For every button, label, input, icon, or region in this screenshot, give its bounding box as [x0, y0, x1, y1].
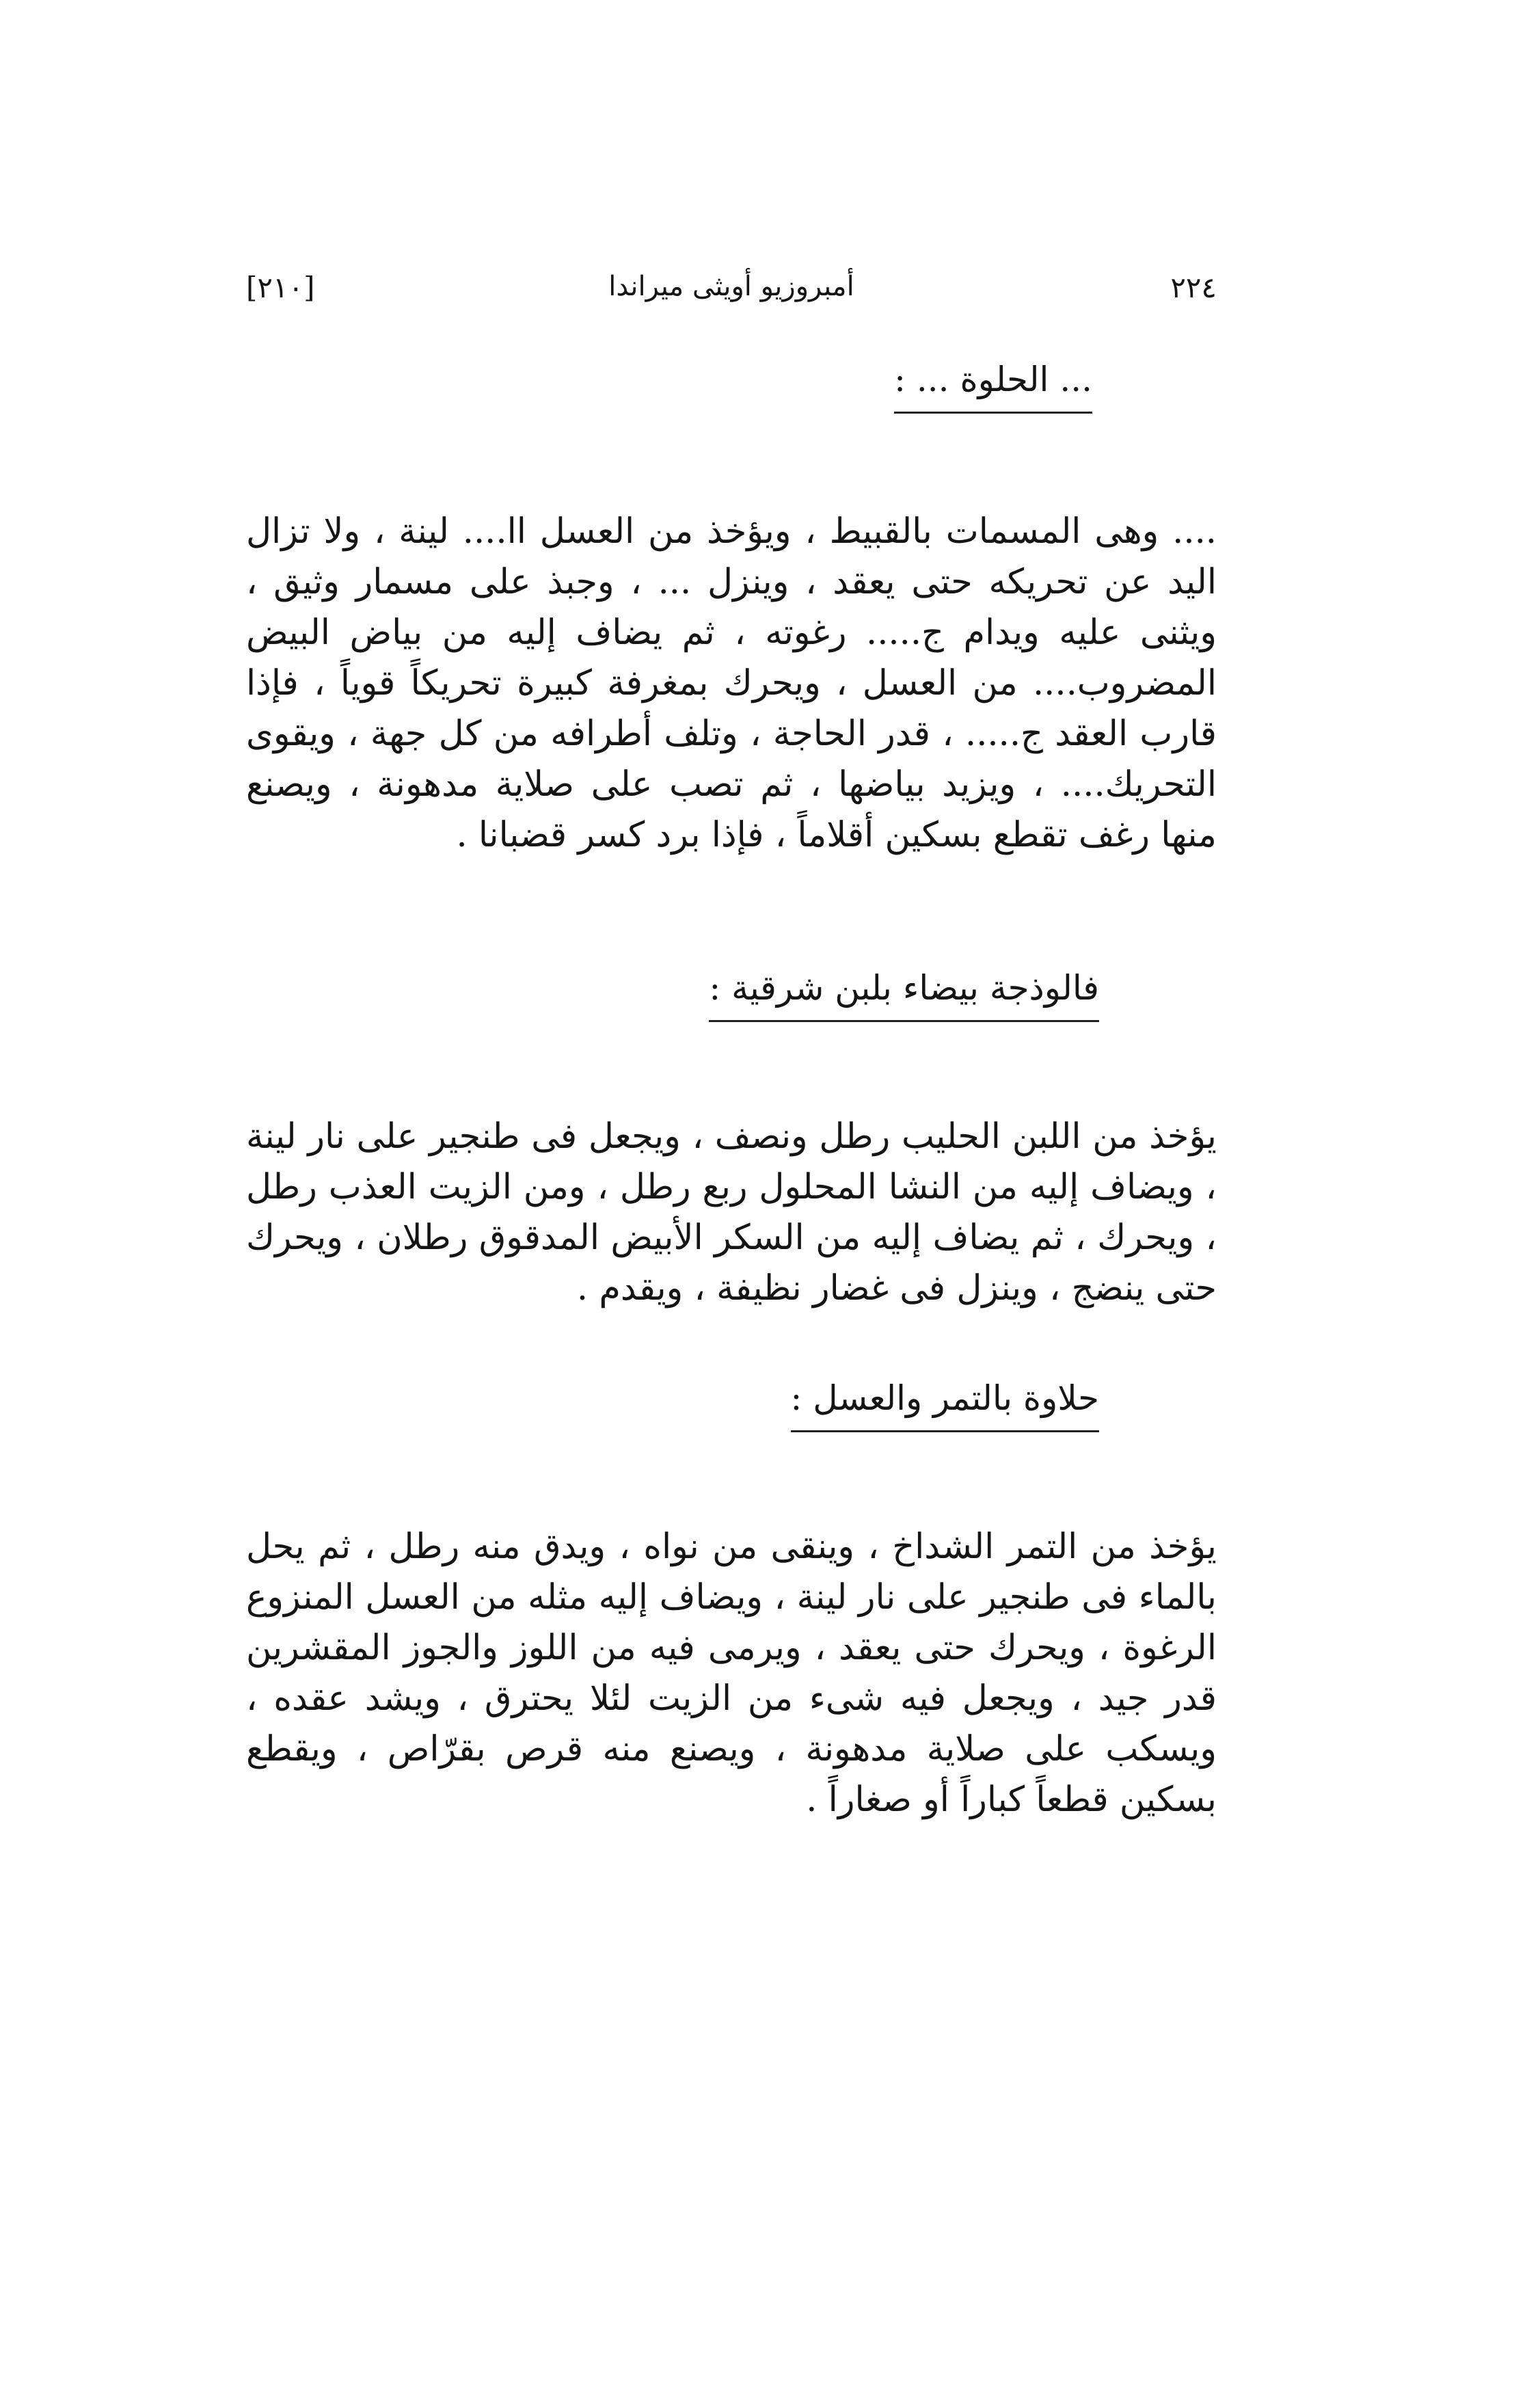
page-number: ٢٢٤ [1170, 271, 1217, 304]
running-title: أمبروزيو أويثى ميراندا [608, 271, 854, 302]
running-header [246, 258, 1217, 320]
section-heading-text: فالوذجة بيضاء بلبن شرقية : [709, 964, 1099, 1022]
section-heading-halwa [894, 356, 1092, 414]
section-paragraph-faludhaja: يؤخذ من اللبن الحليب رطل ونصف ، ويجعل فى طنجير على نار لينة ، ويضاف إليه من النشا المحلول ربع رطل ، ومن الزيت العذب رطل ، ويحرك ، ثم يضاف إليه من السكر الأبيض المدقوق رطلان ، ويحرك حتى ينضج ، وينزل فى غضار نظيفة ، ويقدم . [246, 1116, 1217, 1309]
section-paragraph-date-honey: يؤخذ من التمر الشداخ ، وينقى من نواه ، ويدق منه رطل ، ثم يحل بالماء فى طنجير على نار لينة ، ويضاف إليه مثله من العسل المنزوع الرغوة ، ويحرك حتى يعقد ، ويرمى فيه من اللوز والجوز المقشرين قدر جيد ، ويجعل فيه شىء من الزيت لئلا يحترق ، ويشد عقده ، ويسكب على صلاية مدهونة ، ويصنع منه قرص بقرّاص ، ويقطع بسكين قطعاً كباراً أو صغاراً . [246, 1527, 1217, 1820]
original-page-number: [٢١٠] [246, 271, 315, 304]
section-paragraph-halwa: .... وهى المسمات بالقبيط ، ويؤخذ من العسل اا.... لينة ، ولا تزال اليد عن تحريكه حتى يعقد ، وينزل ... ، وجبذ على مسمار وثيق ، ويثنى عليه ويدام ج..... رغوته ، ثم يضاف إليه من بياض البيض المضروب.... من العسل ، ويحرك بمغرفة كبيرة تحريكاً قوياً ، فإذا قارب العقد ج..... ، قدر الحاجة ، وتلف أطرافه من كل جهة ، ويقوى التحريك.... ، ويزيد بياضها ، ثم تصب على صلاية مدهونة ، ويصنع منها رغف تقطع بسكين أقلاماً ، فإذا برد كسر قضبانا . [246, 511, 1217, 855]
section-heading-text: ... الحلوة ... : [894, 356, 1092, 414]
section-heading-text: حلاوة بالتمر والعسل : [791, 1374, 1099, 1432]
section-heading-date-honey [791, 1374, 1099, 1432]
section-heading-faludhaja [709, 964, 1099, 1022]
